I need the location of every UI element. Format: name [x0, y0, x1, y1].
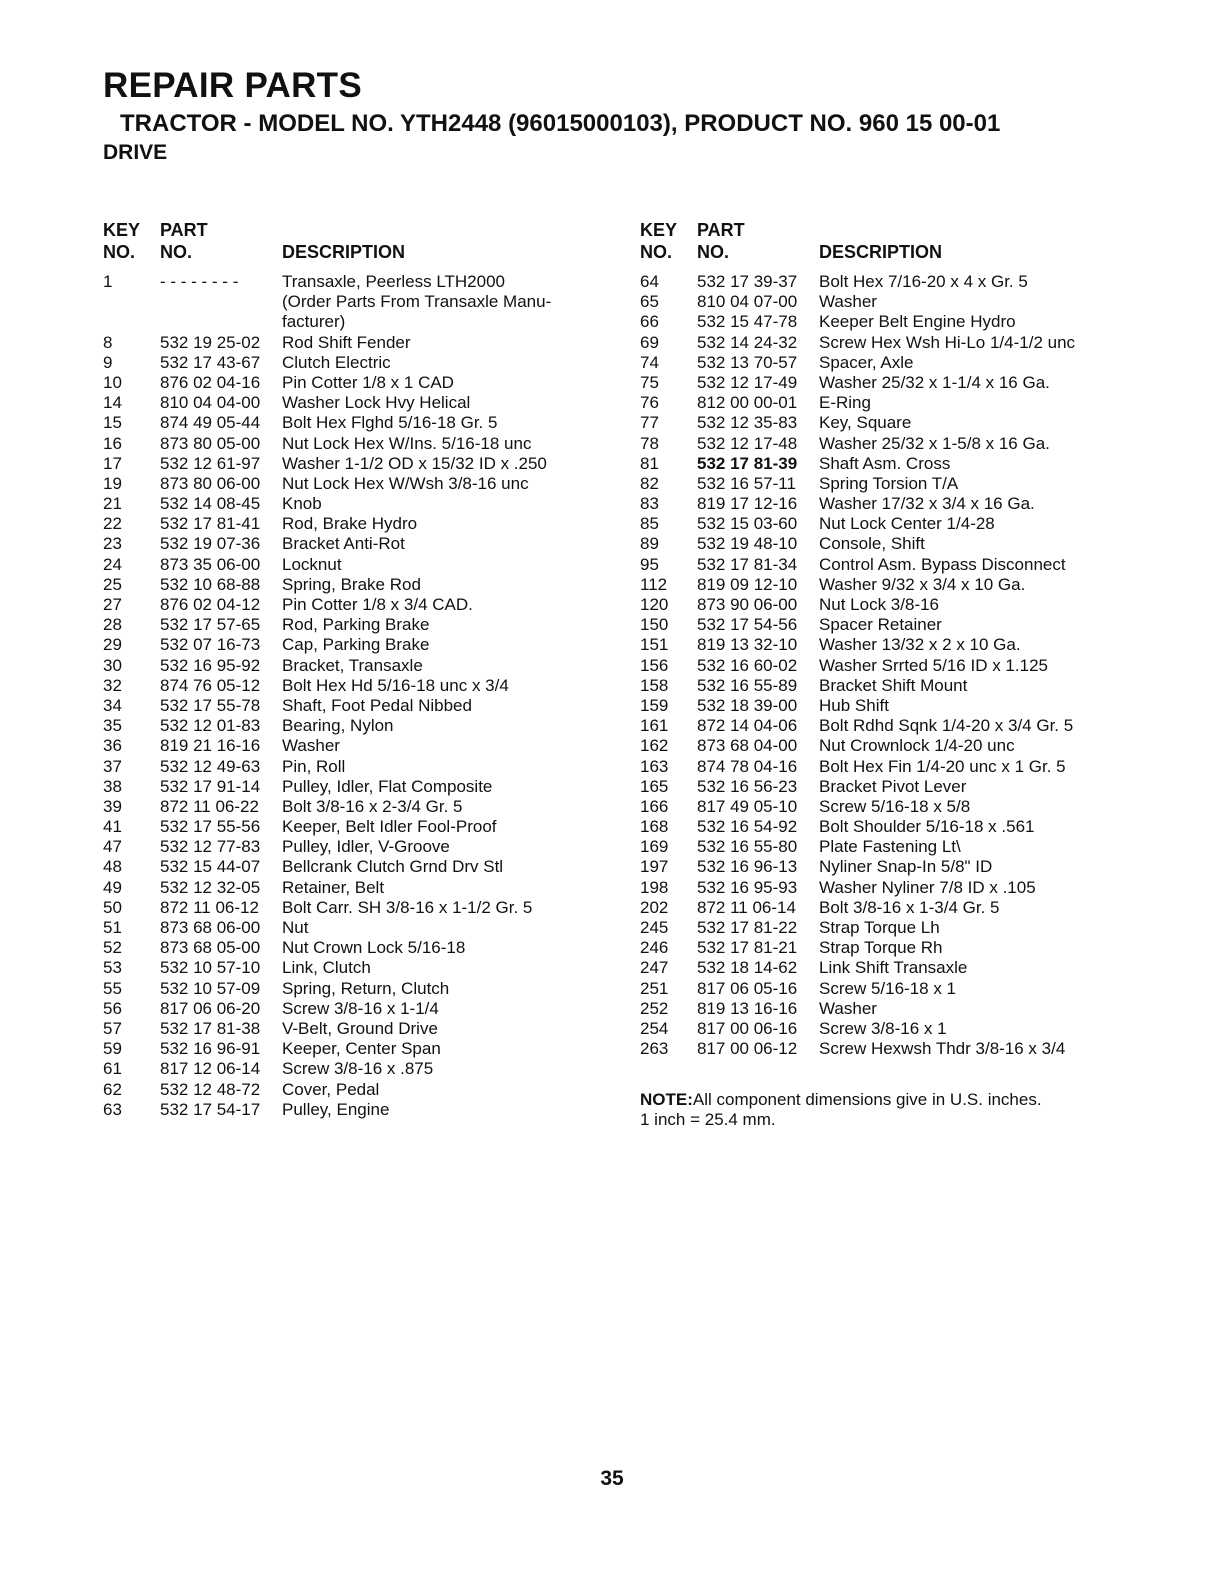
- part-number: 819 13 32-10: [697, 635, 798, 655]
- part-description: Bracket, Transaxle: [282, 655, 423, 675]
- key-number: 61: [103, 1059, 122, 1079]
- part-description: Locknut: [282, 554, 342, 574]
- part-number: 532 16 55-89: [697, 675, 798, 695]
- part-description: Screw Hexwsh Thdr 3/8-16 x 3/4: [819, 1039, 1066, 1059]
- part-number: 810 04 07-00: [697, 292, 798, 312]
- key-number: 78: [640, 433, 659, 453]
- key-number: 74: [640, 352, 659, 372]
- part-number: 532 16 57-11: [697, 473, 796, 493]
- part-description: Retainer, Belt: [282, 877, 385, 897]
- part-number: 532 17 54-17: [160, 1099, 261, 1119]
- part-description: Rod, Brake Hydro: [282, 514, 418, 534]
- key-number: 9: [103, 352, 113, 372]
- part-number: 874 76 05-12: [160, 675, 261, 695]
- key-number: 156: [640, 655, 669, 675]
- key-number: 69: [640, 332, 659, 352]
- header-part-line1: PART: [160, 220, 208, 240]
- part-description: Keeper, Belt Idler Fool-Proof: [282, 817, 497, 837]
- key-number: 120: [640, 595, 669, 614]
- part-number: 810 04 04-00: [160, 393, 261, 413]
- part-number: 817 00 06-16: [697, 1018, 798, 1038]
- page-title: REPAIR PARTS: [103, 66, 362, 105]
- part-description: Bracket Anti-Rot: [282, 534, 405, 554]
- header-key-line2: NO.: [103, 242, 136, 262]
- part-description: E-Ring: [819, 393, 871, 413]
- key-number: 38: [103, 776, 122, 796]
- part-description: Spring, Brake Rod: [282, 574, 421, 594]
- header-key-line1: KEY: [103, 220, 141, 240]
- part-number: 532 17 39-37: [697, 272, 798, 291]
- part-number: 817 00 06-12: [697, 1039, 798, 1059]
- key-number: 252: [640, 998, 669, 1018]
- part-description: Washer 17/32 x 3/4 x 16 Ga.: [819, 494, 1035, 514]
- key-number: 28: [103, 615, 122, 635]
- key-number: 83: [640, 494, 659, 514]
- part-description: Strap Torque Lh: [819, 918, 940, 937]
- part-description: Cap, Parking Brake: [282, 635, 430, 655]
- key-number: 76: [640, 393, 659, 413]
- key-number: 32: [103, 675, 122, 695]
- key-number: 166: [640, 796, 669, 816]
- key-number: 247: [640, 958, 669, 978]
- key-number: 162: [640, 736, 669, 756]
- key-number: 51: [103, 918, 122, 937]
- header-description: DESCRIPTION: [819, 242, 943, 262]
- part-number: 873 68 04-00: [697, 736, 798, 756]
- key-number: 150: [640, 615, 669, 635]
- key-number: 85: [640, 514, 659, 534]
- part-description: Washer: [282, 736, 340, 756]
- part-number: 532 17 81-41: [160, 514, 261, 534]
- part-description: Nyliner Snap-In 5/8" ID: [819, 857, 993, 877]
- part-description: Key, Square: [819, 413, 912, 433]
- key-number: 39: [103, 796, 122, 816]
- key-number: 29: [103, 635, 122, 655]
- part-number: 532 10 57-10: [160, 958, 261, 978]
- key-number: 53: [103, 958, 122, 978]
- note-label: NOTE:: [640, 1090, 693, 1109]
- key-number: 50: [103, 897, 122, 917]
- part-description: Rod Shift Fender: [282, 332, 411, 352]
- part-number: 876 02 04-12: [160, 595, 261, 614]
- part-number: 819 09 12-10: [697, 574, 798, 594]
- key-number: 81: [640, 453, 659, 473]
- part-description: Washer: [819, 292, 877, 312]
- key-number: 21: [103, 494, 122, 514]
- key-number: 27: [103, 595, 122, 614]
- part-number: 532 12 32-05: [160, 877, 261, 897]
- key-number: 41: [103, 817, 122, 837]
- key-number: 202: [640, 897, 669, 917]
- key-number: 251: [640, 978, 669, 998]
- key-number: 161: [640, 716, 669, 736]
- part-description: Transaxle, Peerless LTH2000: [282, 272, 505, 291]
- part-description: Clutch Electric: [282, 352, 391, 372]
- part-description: Screw 3/8-16 x 1: [819, 1018, 947, 1038]
- key-number: 163: [640, 756, 669, 776]
- part-description: Pulley, Idler, V-Groove: [282, 837, 450, 857]
- key-number: 56: [103, 998, 122, 1018]
- page-subtitle: TRACTOR - MODEL NO. YTH2448 (96015000103), PRODUCT NO. 960 15 00-01: [120, 110, 1001, 137]
- key-number: 169: [640, 837, 669, 857]
- key-number: 64: [640, 272, 659, 291]
- key-number: 245: [640, 918, 669, 937]
- part-number: 532 12 48-72: [160, 1079, 261, 1099]
- part-number: 532 16 56-23: [697, 776, 798, 796]
- part-description: Pulley, Engine: [282, 1099, 390, 1119]
- key-number: 22: [103, 514, 122, 534]
- part-number: 532 12 17-49: [697, 372, 798, 392]
- part-number: 532 17 43-67: [160, 352, 261, 372]
- part-description: Bolt Carr. SH 3/8-16 x 1-1/2 Gr. 5: [282, 897, 533, 917]
- key-number: 34: [103, 695, 122, 715]
- part-number: 532 12 61-97: [160, 453, 261, 473]
- part-description: Nut Lock Center 1/4-28: [819, 514, 995, 534]
- key-number: 14: [103, 393, 122, 413]
- part-description: Bellcrank Clutch Grnd Drv Stl: [282, 857, 504, 877]
- key-number: 16: [103, 433, 122, 453]
- part-description: Link Shift Transaxle: [819, 958, 968, 978]
- part-number: 874 49 05-44: [160, 413, 261, 433]
- part-description: Spring, Return, Clutch: [282, 978, 450, 998]
- part-description: Washer Srrted 5/16 ID x 1.125: [819, 655, 1048, 675]
- part-number: 532 14 24-32: [697, 332, 798, 352]
- key-number: 23: [103, 534, 122, 554]
- part-description: (Order Parts From Transaxle Manu-: [282, 292, 552, 312]
- part-number: 532 16 54-92: [697, 817, 798, 837]
- part-description: Link, Clutch: [282, 958, 371, 978]
- part-description: Screw 3/8-16 x 1-1/4: [282, 998, 439, 1018]
- part-description: Spacer Retainer: [819, 615, 942, 635]
- part-number: 532 19 25-02: [160, 332, 261, 352]
- key-number: 15: [103, 413, 122, 433]
- part-description: Washer 1-1/2 OD x 15/32 ID x .250: [282, 453, 547, 473]
- key-number: 89: [640, 534, 659, 554]
- part-number: 532 10 57-09: [160, 978, 261, 998]
- part-number: 532 17 57-65: [160, 615, 261, 635]
- part-number: 532 17 55-78: [160, 695, 261, 715]
- part-number: 819 13 16-16: [697, 998, 798, 1018]
- part-number: 532 17 81-39: [697, 453, 798, 473]
- part-description: Keeper Belt Engine Hydro: [819, 312, 1016, 332]
- key-number: 8: [103, 332, 113, 352]
- part-number: 532 15 03-60: [697, 514, 798, 534]
- part-description: facturer): [282, 312, 346, 332]
- key-number: 37: [103, 756, 122, 776]
- key-number: 57: [103, 1018, 122, 1038]
- header-key-line1: KEY: [640, 220, 678, 240]
- header-description: DESCRIPTION: [282, 242, 406, 262]
- key-number: 75: [640, 372, 659, 392]
- part-number: 532 07 16-73: [160, 635, 261, 655]
- part-description: Spacer, Axle: [819, 352, 914, 372]
- part-description: Pulley, Idler, Flat Composite: [282, 776, 493, 796]
- part-description: Bracket Pivot Lever: [819, 776, 967, 796]
- key-number: 63: [103, 1099, 122, 1119]
- part-description: Shaft, Foot Pedal Nibbed: [282, 695, 472, 715]
- header-part-line2: NO.: [697, 242, 730, 262]
- key-number: 10: [103, 372, 122, 392]
- part-number: 819 21 16-16: [160, 736, 261, 756]
- part-description: Nut Crown Lock 5/16-18: [282, 938, 466, 958]
- part-description: Hub Shift: [819, 695, 889, 715]
- part-number: 532 17 81-22: [697, 918, 798, 937]
- part-number: 532 14 08-45: [160, 494, 261, 514]
- part-description: Washer Nyliner 7/8 ID x .105: [819, 877, 1036, 897]
- part-number: 532 10 68-88: [160, 574, 261, 594]
- key-number: 95: [640, 554, 659, 574]
- part-description: Washer: [819, 998, 877, 1018]
- part-number: 532 15 47-78: [697, 312, 798, 332]
- part-number: 532 18 39-00: [697, 695, 798, 715]
- part-description: Bolt Hex 7/16-20 x 4 x Gr. 5: [819, 272, 1028, 291]
- key-number: 55: [103, 978, 122, 998]
- part-description: Nut Lock Hex W/Ins. 5/16-18 unc: [282, 433, 532, 453]
- part-description: Spring Torsion T/A: [819, 473, 959, 493]
- part-number: 872 14 04-06: [697, 716, 798, 736]
- part-number: 874 78 04-16: [697, 756, 798, 776]
- key-number: 263: [640, 1039, 669, 1059]
- key-number: 165: [640, 776, 669, 796]
- part-description: Nut Lock 3/8-16: [819, 595, 940, 614]
- part-number: 873 80 06-00: [160, 473, 261, 493]
- key-number: 19: [103, 473, 122, 493]
- key-number: 25: [103, 574, 122, 594]
- part-number: 532 19 48-10: [697, 534, 798, 554]
- part-description: Screw Hex Wsh Hi-Lo 1/4-1/2 unc: [819, 332, 1076, 352]
- key-number: 59: [103, 1039, 122, 1059]
- part-number: 532 12 77-83: [160, 837, 261, 857]
- key-number: 198: [640, 877, 669, 897]
- note-text: All component dimensions give in U.S. inches.: [692, 1090, 1042, 1109]
- key-number: 17: [103, 453, 122, 473]
- key-number: 35: [103, 716, 122, 736]
- key-number: 66: [640, 312, 659, 332]
- part-description: Bolt Hex Flghd 5/16-18 Gr. 5: [282, 413, 498, 433]
- part-number: 532 12 35-83: [697, 413, 798, 433]
- part-number: 873 68 06-00: [160, 918, 261, 937]
- part-description: Rod, Parking Brake: [282, 615, 430, 635]
- key-number: 30: [103, 655, 122, 675]
- key-number: 62: [103, 1079, 122, 1099]
- part-description: Bolt Hex Hd 5/16-18 unc x 3/4: [282, 675, 509, 695]
- part-number: 876 02 04-16: [160, 372, 261, 392]
- key-number: 82: [640, 473, 659, 493]
- key-number: 1: [103, 272, 113, 291]
- part-number: 532 17 81-21: [697, 938, 798, 958]
- key-number: 36: [103, 736, 122, 756]
- key-number: 65: [640, 292, 659, 312]
- part-description: V-Belt, Ground Drive: [282, 1018, 438, 1038]
- part-description: Washer Lock Hvy Helical: [282, 393, 471, 413]
- part-number: 532 17 54-56: [697, 615, 798, 635]
- part-description: Pin Cotter 1/8 x 1 CAD: [282, 372, 454, 392]
- part-number: 819 17 12-16: [697, 494, 798, 514]
- key-number: 112: [640, 574, 668, 594]
- part-description: Nut Crownlock 1/4-20 unc: [819, 736, 1015, 756]
- key-number: 197: [640, 857, 669, 877]
- part-description: Nut: [282, 918, 309, 937]
- key-number: 77: [640, 413, 659, 433]
- section-title: DRIVE: [103, 141, 168, 164]
- part-description: Nut Lock Hex W/Wsh 3/8-16 unc: [282, 473, 529, 493]
- part-description: Strap Torque Rh: [819, 938, 943, 958]
- part-description: Keeper, Center Span: [282, 1039, 441, 1059]
- key-number: 246: [640, 938, 669, 958]
- header-part-line2: NO.: [160, 242, 193, 262]
- part-number: 872 11 06-14: [697, 897, 796, 917]
- part-number: 873 35 06-00: [160, 554, 261, 574]
- part-description: Plate Fastening Lt\: [819, 837, 961, 857]
- part-description: Console, Shift: [819, 534, 925, 554]
- key-number: 24: [103, 554, 122, 574]
- part-number: 532 12 49-63: [160, 756, 261, 776]
- note: [640, 1090, 1042, 1130]
- part-number: 872 11 06-12: [160, 897, 259, 917]
- part-number: 873 68 05-00: [160, 938, 261, 958]
- part-number: 532 18 14-62: [697, 958, 798, 978]
- part-number: 532 17 81-34: [697, 554, 798, 574]
- part-description: Shaft Asm. Cross: [819, 453, 951, 473]
- part-description: Bracket Shift Mount: [819, 675, 968, 695]
- part-description: Bearing, Nylon: [282, 716, 394, 736]
- part-number: 532 16 96-91: [160, 1039, 261, 1059]
- part-number: 532 15 44-07: [160, 857, 261, 877]
- key-number: 254: [640, 1018, 669, 1038]
- part-description: Washer 9/32 x 3/4 x 10 Ga.: [819, 574, 1026, 594]
- part-number: 532 16 96-13: [697, 857, 798, 877]
- part-description: Pin Cotter 1/8 x 3/4 CAD.: [282, 595, 473, 614]
- part-number: 532 16 95-92: [160, 655, 261, 675]
- key-number: 48: [103, 857, 122, 877]
- part-description: Bolt Rdhd Sqnk 1/4-20 x 3/4 Gr. 5: [819, 716, 1074, 736]
- part-number: 532 13 70-57: [697, 352, 798, 372]
- part-description: Screw 5/16-18 x 1: [819, 978, 957, 998]
- key-number: 158: [640, 675, 669, 695]
- part-number: 532 16 95-93: [697, 877, 798, 897]
- part-number: 532 19 07-36: [160, 534, 261, 554]
- part-description: Washer 25/32 x 1-5/8 x 16 Ga.: [819, 433, 1050, 453]
- page-number: 35: [600, 1467, 624, 1490]
- part-description: Control Asm. Bypass Disconnect: [819, 554, 1066, 574]
- key-number: 49: [103, 877, 122, 897]
- header-part-line1: PART: [697, 220, 745, 240]
- part-number: - - - - - - - -: [160, 272, 239, 291]
- note-line2: 1 inch = 25.4 mm.: [640, 1110, 776, 1129]
- key-number: 47: [103, 837, 122, 857]
- part-number: 872 11 06-22: [160, 796, 259, 816]
- part-number: 817 12 06-14: [160, 1059, 261, 1079]
- part-number: 532 12 17-48: [697, 433, 798, 453]
- part-description: Pin, Roll: [282, 756, 346, 776]
- key-number: 52: [103, 938, 122, 958]
- part-description: Bolt Shoulder 5/16-18 x .561: [819, 817, 1035, 837]
- part-number: 817 49 05-10: [697, 796, 798, 816]
- part-number: 817 06 06-20: [160, 998, 261, 1018]
- part-description: Washer 25/32 x 1-1/4 x 16 Ga.: [819, 372, 1050, 392]
- part-description: Cover, Pedal: [282, 1079, 380, 1099]
- part-number: 817 06 05-16: [697, 978, 798, 998]
- part-number: 532 12 01-83: [160, 716, 261, 736]
- part-description: Screw 3/8-16 x .875: [282, 1059, 434, 1079]
- key-number: 151: [640, 635, 669, 655]
- part-description: Bolt 3/8-16 x 2-3/4 Gr. 5: [282, 796, 463, 816]
- part-description: Washer 13/32 x 2 x 10 Ga.: [819, 635, 1021, 655]
- key-number: 168: [640, 817, 669, 837]
- part-number: 812 00 00-01: [697, 393, 798, 413]
- part-number: 532 16 60-02: [697, 655, 798, 675]
- part-number: 532 17 81-38: [160, 1018, 261, 1038]
- header-key-line2: NO.: [640, 242, 673, 262]
- part-number: 532 16 55-80: [697, 837, 798, 857]
- part-number: 873 90 06-00: [697, 595, 798, 614]
- part-number: 532 17 91-14: [160, 776, 261, 796]
- part-description: Bolt 3/8-16 x 1-3/4 Gr. 5: [819, 897, 1000, 917]
- key-number: 159: [640, 695, 669, 715]
- part-description: Screw 5/16-18 x 5/8: [819, 796, 971, 816]
- part-number: 873 80 05-00: [160, 433, 261, 453]
- part-description: Bolt Hex Fin 1/4-20 unc x 1 Gr. 5: [819, 756, 1066, 776]
- part-description: Knob: [282, 494, 322, 514]
- part-number: 532 17 55-56: [160, 817, 261, 837]
